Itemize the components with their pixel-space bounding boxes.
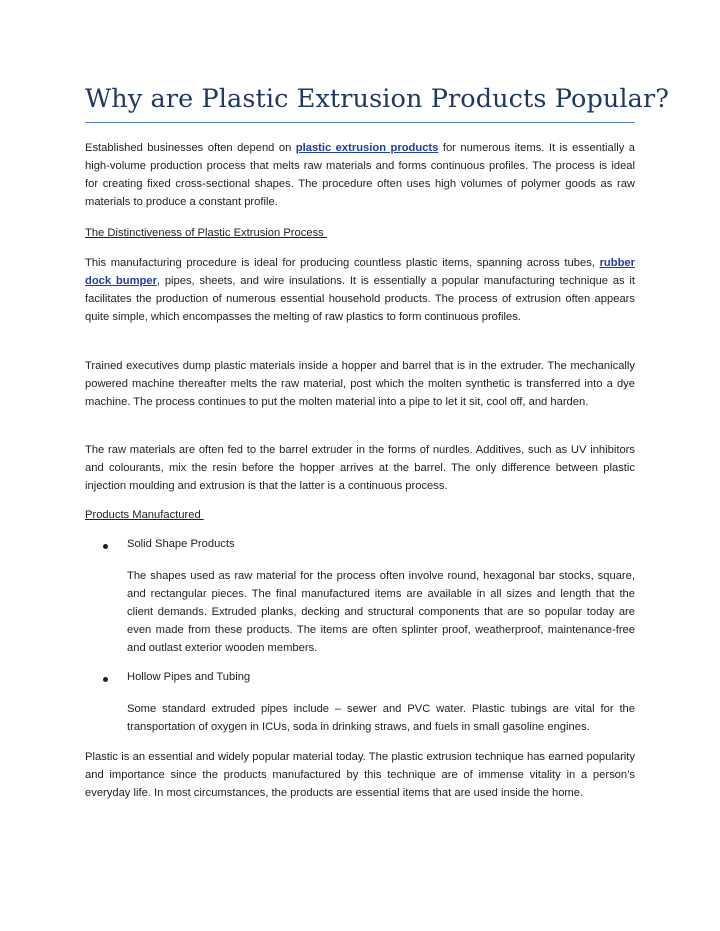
paragraph-conclusion: Plastic is an essential and widely popular material today. The plastic extrusion technique has earned popularity and importance since the products manufactured by this technique are of immense vitality in a person’s everyday life. In most circumstances, the products are essential items that are used inside the home.	[85, 751, 635, 800]
section-heading-distinctiveness: The Distinctiveness of Plastic Extrusion Process	[85, 227, 327, 239]
rubber-dock-bumper-link[interactable]: rubber dock bumper	[85, 257, 635, 288]
paragraph-solid-shape: The shapes used as raw material for the process often involve round, hexagonal bar stocks, square, and rectangular pieces. The final manufactured items are available in all sizes and length that the client demands. Extruded planks, decking and structural components that are so popular today are even made from these products. The items are often splinter proof, weatherproof, maintenance-free and outlast exterior wooden members.	[127, 570, 635, 655]
paragraph-executives: Trained executives dump plastic materials inside a hopper and barrel that is in the extruder. The mechanically powered machine thereafter melts the raw material, post which the molten synthetic is transferred into a dye machine. The process continues to put the molten material into a pipe to let it sit, cool off, and harden.	[85, 360, 635, 409]
paragraph-manufacturing	[85, 254, 635, 326]
bullet-icon	[103, 544, 108, 549]
page-title: Why are Plastic Extrusion Products Popular?	[85, 84, 670, 114]
section-heading-products: Products Manufactured	[85, 509, 204, 521]
manufacturing-text-end: , pipes, sheets, and wire insulations. It is essentially a popular manufacturing technique as it facilitates the production of numerous essential household products. The process of extrusion often appears quite simple, which encompasses the melting of raw plastics to form continuous profiles.	[85, 275, 635, 324]
list-item-label: Hollow Pipes and Tubing	[127, 671, 251, 683]
manufacturing-text-start: This manufacturing procedure is ideal for producing countless plastic items, spanning across tubes,	[85, 257, 600, 269]
plastic-extrusion-products-link[interactable]: plastic extrusion products	[295, 142, 439, 154]
paragraph-hollow-pipes: Some standard extruded pipes include – sewer and PVC water. Plastic tubings are vital for the transportation of oxygen in ICUs, soda in drinking straws, and fuels in small gasoline engines.	[127, 703, 635, 734]
bullet-icon	[103, 677, 108, 682]
intro-text-end: for numerous items. It is essentially a high-volume production process that melts raw materials and forms continuous profiles. The process is ideal for creating fixed cross-sectional shapes. The procedure often uses high volumes of polymer goods as raw materials to produce a constant profile.	[85, 142, 636, 209]
title-divider	[85, 122, 635, 123]
paragraph-raw-materials: The raw materials are often fed to the barrel extruder in the forms of nurdles. Additives, such as UV inhibitors and colourants, mix the resin before the hopper arrives at the barrel. The only difference between plastic injection moulding and extrusion is that the latter is a continuous process.	[85, 444, 635, 493]
paragraph-intro	[85, 139, 635, 211]
intro-text-start: Established businesses often depend on	[85, 142, 296, 154]
list-item-label: Solid Shape Products	[127, 538, 235, 550]
